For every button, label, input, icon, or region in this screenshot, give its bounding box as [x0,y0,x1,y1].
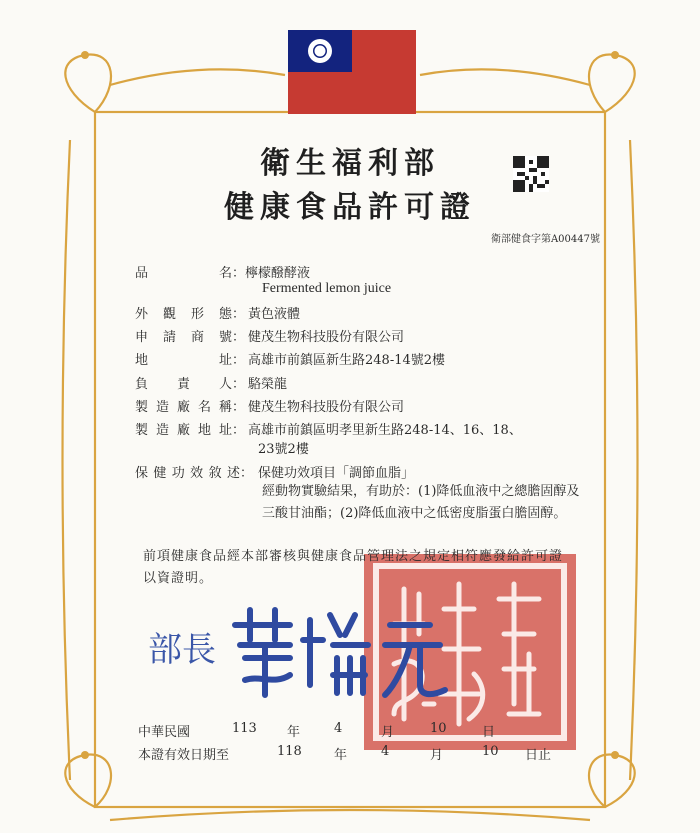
field-value-appearance: 黃色液體 [248,307,301,322]
minister-label: 部長 [148,630,216,670]
field-value-product-name-en: Fermented lemon juice [262,281,392,296]
document-subtitle: 健康食品許可證 [224,190,476,225]
issue-date-month-unit: 月 [381,725,395,740]
expiry-date-day-unit: 日止 [525,748,552,763]
issue-date-year-unit: 年 [287,725,301,740]
field-value-applicant: 健茂生物科技股份有限公司 [248,330,405,345]
field-value-product-name: 檸檬醱酵液 [245,266,311,281]
expiry-date-month: 4 [381,744,390,759]
roc-flag-icon [288,30,416,114]
expiry-date-year-unit: 年 [334,748,348,763]
issue-date-year: 113 [232,721,257,736]
issue-date-day-unit: 日 [482,725,496,740]
permit-number: 衛部健食字第A00447號 [490,234,600,245]
field-value-address: 高雄市前鎮區新生路248-14號2樓 [248,353,446,368]
field-value-factory-address: 高雄市前鎮區明孝里新生路248-14、16、18、 [248,423,522,438]
expiry-date-day: 10 [482,744,499,759]
certification-statement: 前項健康食品經本部審核與健康食品管理法之規定相符應發給許可證以資證明。 [143,549,564,586]
issue-date-day: 10 [430,721,447,736]
expiry-date-label: 本證有效日期至 [138,748,230,763]
expiry-date-month-unit: 月 [430,748,444,763]
field-value-health-claim: 保健功效項目「調節血脂」 [258,466,415,481]
field-label-responsible: 負 責 人： [135,377,245,392]
field-label-applicant: 申 請 商 號： [135,330,245,345]
document-title: 衛生福利部 [260,146,440,181]
field-label-product-name: 品 名： [135,266,245,281]
field-label-appearance: 外 觀 形 態： [135,307,245,322]
field-value-manufacturer: 健茂生物科技股份有限公司 [248,400,405,415]
field-label-address: 地 址： [135,353,245,368]
health-claim-description: 經動物實驗結果，有助於：(1)降低血液中之總膽固醇及三酸甘油酯；(2)降低血液中之低密度脂蛋白膽固醇。 [262,484,580,521]
expiry-date-year: 118 [277,744,302,759]
field-value-factory-address-cont: 23號2樓 [258,442,309,457]
field-label-health-claim: 保 健 功 效 敘 述： [135,466,253,481]
issue-date-month: 4 [334,721,343,736]
issue-date-era: 中華民國 [138,725,191,740]
qr-code-icon [513,156,549,192]
field-label-manufacturer: 製 造 廠 名 稱： [135,400,245,415]
minister-signature [225,600,485,700]
field-value-responsible: 駱榮龍 [248,377,288,392]
field-label-factory-address: 製 造 廠 地 址： [135,423,245,438]
